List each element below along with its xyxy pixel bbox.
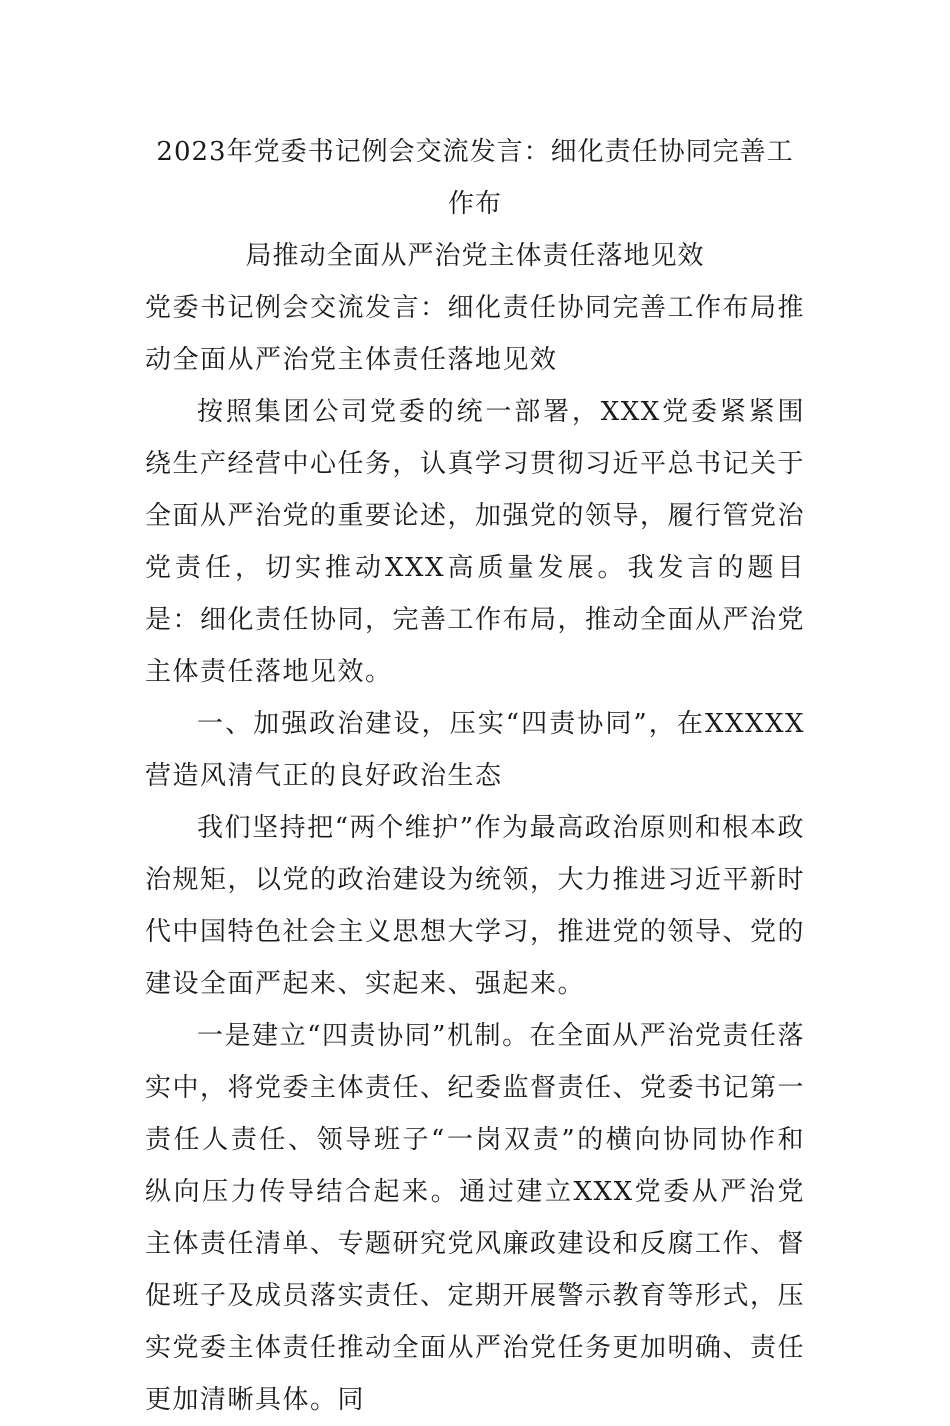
paragraph-intro: 按照集团公司党委的统一部署，XXX党委紧紧围绕生产经营中心任务，认真学习贯彻习近平总书记关于全面从严治党的重要论述，加强党的领导，履行管党治党责任，切实推动XXX高质量发展。我发言的题目是：细化责任协同，完善工作布局，推动全面从严治党主体责任落地见效。: [145, 397, 806, 687]
document-content: [145, 126, 805, 1426]
document-title-line-2: 局推动全面从严治党主体责任落地见效: [245, 241, 705, 271]
document-subtitle: 党委书记例会交流发言：细化责任协同完善工作布局推动全面从严治党主体责任落地见效: [145, 293, 806, 375]
section-heading-1: 一、加强政治建设，压实“四责协同”，在XXXXX营造风清气正的良好政治生态: [145, 709, 805, 791]
document-title-line-1: 2023年党委书记例会交流发言：细化责任协同完善工作布: [156, 137, 794, 219]
paragraph-political-building: 我们坚持把“两个维护”作为最高政治原则和根本政治规矩，以党的政治建设为统领，大力推进习近平新时代中国特色社会主义思想大学习，推进党的领导、党的建设全面严起来、实起来、强起来。: [145, 813, 806, 999]
paragraph-four-responsibilities: 一是建立“四责协同”机制。在全面从严治党责任落实中，将党委主体责任、纪委监督责任、党委书记第一责任人责任、领导班子“一岗双责”的横向协同协作和纵向压力传导结合起来。通过建立XXX党委从严治党主体责任清单、专题研究党风廉政建设和反腐工作、督促班子及成员落实责任、定期开展警示教育等形式，压实党委主体责任推动全面从严治党任务更加明确、责任更加清晰具体。同: [145, 1021, 806, 1415]
